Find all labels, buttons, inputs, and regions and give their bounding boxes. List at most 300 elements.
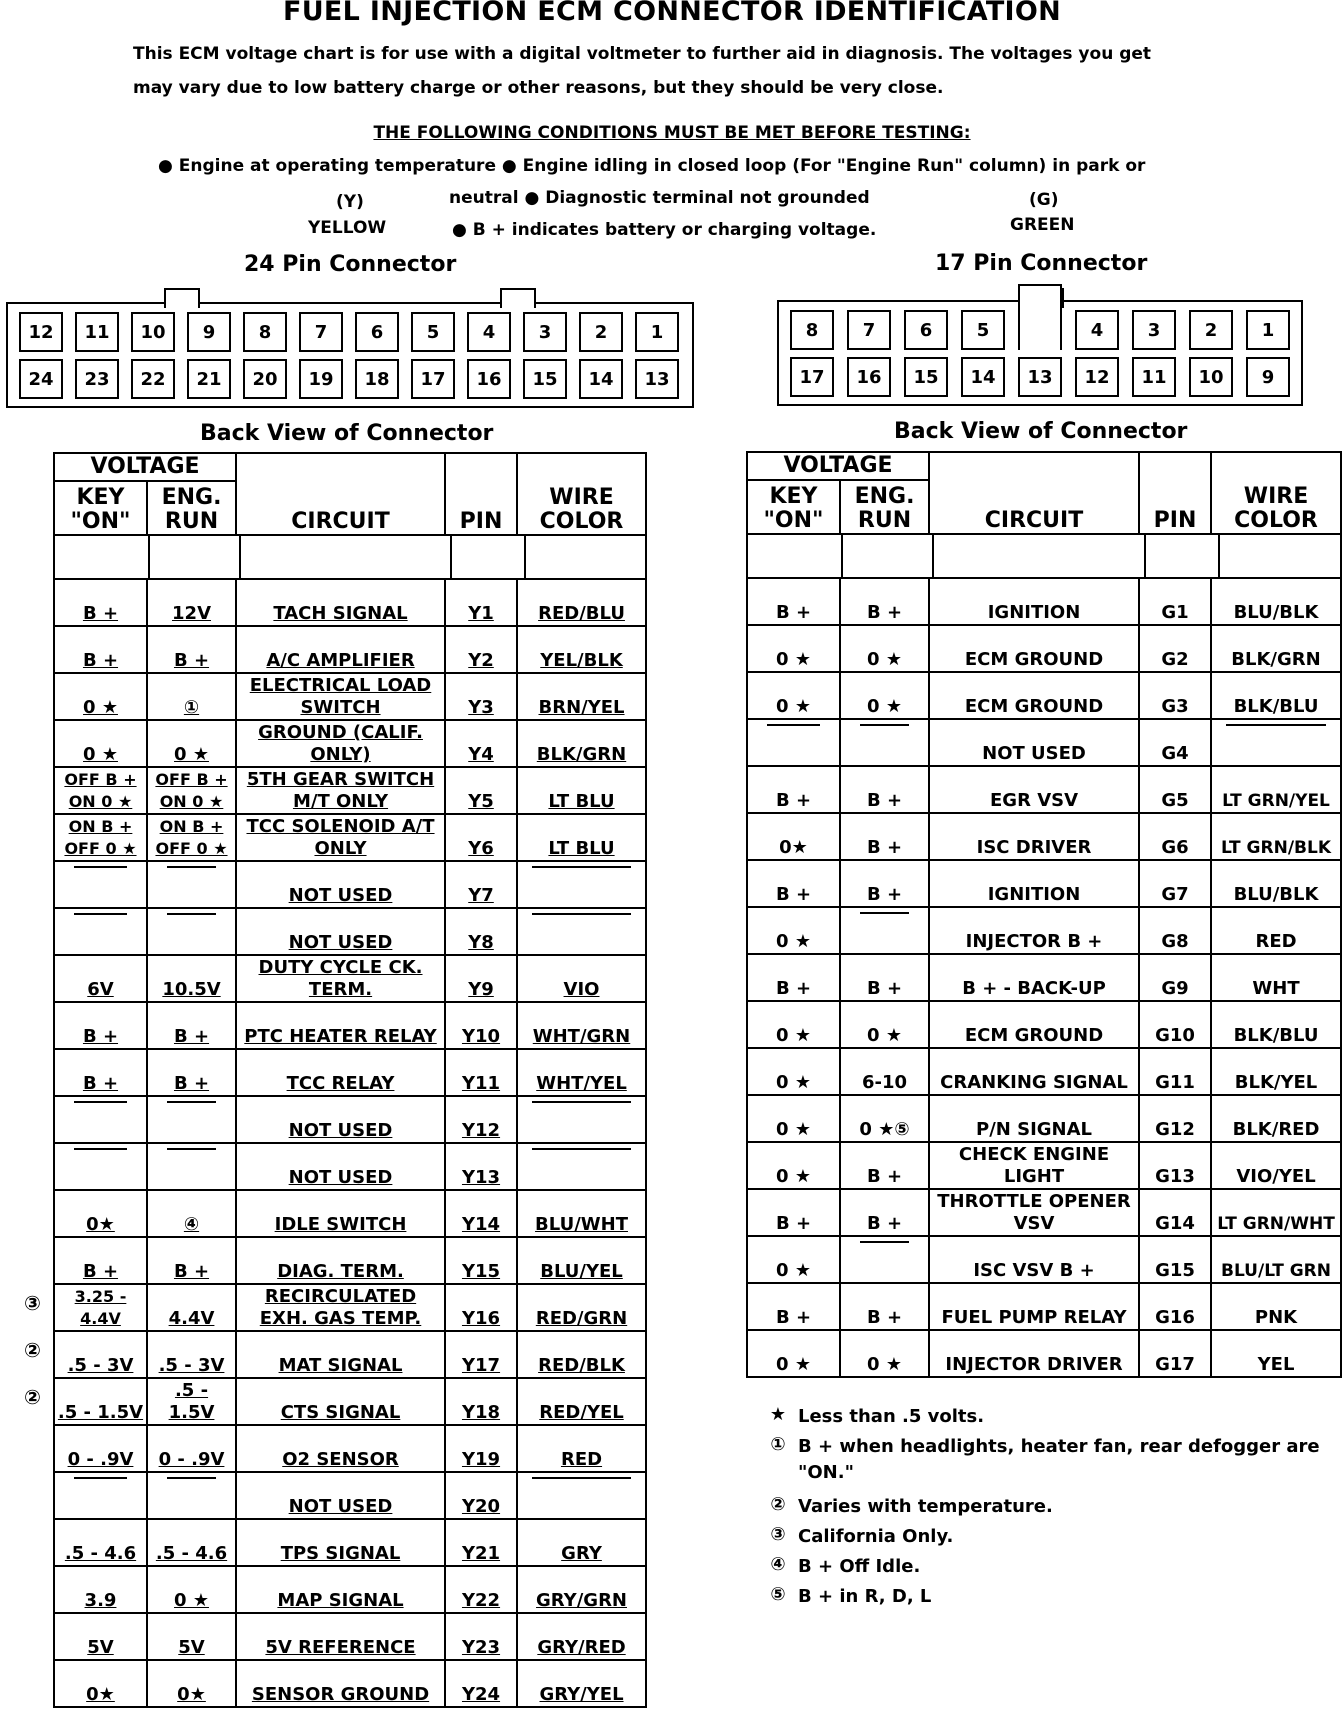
legend-item bbox=[758, 1584, 1338, 1614]
wire-value: LT BLU bbox=[548, 791, 615, 812]
run-cell bbox=[147, 1190, 236, 1237]
wire-value: BLU/YEL bbox=[540, 1261, 623, 1282]
circuit-value: RECIRCULATED EXH. GAS TEMP. bbox=[259, 1286, 422, 1329]
key-cell bbox=[54, 767, 147, 814]
wire-value: WHT/GRN bbox=[532, 1026, 631, 1047]
pin-value: G16 bbox=[1155, 1307, 1195, 1328]
green-code: (G) bbox=[1029, 190, 1059, 210]
key-cell bbox=[54, 626, 147, 673]
connector-pin: 15 bbox=[523, 359, 567, 399]
legend-symbol: ⑤ bbox=[770, 1584, 786, 1605]
run-value: 0 ★⑤ bbox=[859, 1119, 910, 1140]
run-cell bbox=[147, 673, 236, 720]
run-value: 0 ★ bbox=[867, 1354, 902, 1375]
legend-symbol: ④ bbox=[770, 1554, 786, 1575]
wire-value: PNK bbox=[1254, 1307, 1298, 1328]
circuit-cell bbox=[929, 1001, 1139, 1048]
key-cell bbox=[54, 673, 147, 720]
wire-value: BLK/BLU bbox=[1233, 1025, 1319, 1046]
key-value: 3.9 bbox=[84, 1590, 117, 1611]
key-value: B + bbox=[82, 603, 119, 624]
circuit-value: CHECK ENGINE LIGHT bbox=[958, 1144, 1110, 1187]
table-row bbox=[747, 954, 1341, 1001]
row-footnote-marker: ② bbox=[24, 1338, 41, 1362]
key-cell bbox=[54, 908, 147, 955]
pin-value: Y20 bbox=[461, 1496, 501, 1517]
circuit-value: TPS SIGNAL bbox=[280, 1543, 401, 1564]
key-value: B + bbox=[775, 790, 812, 811]
connector-pin: 10 bbox=[131, 312, 175, 352]
not-used-dash bbox=[532, 913, 630, 915]
connector-pin: 4 bbox=[1075, 310, 1119, 350]
pin-cell bbox=[1139, 1142, 1211, 1189]
circuit-cell bbox=[929, 578, 1139, 625]
circuit-value: P/N SIGNAL bbox=[976, 1119, 1093, 1140]
pin-cell bbox=[1139, 1095, 1211, 1142]
pin-value: Y4 bbox=[468, 744, 494, 765]
yellow-label: YELLOW bbox=[308, 218, 387, 238]
pin-value: Y14 bbox=[461, 1214, 501, 1235]
run-cell bbox=[147, 1002, 236, 1049]
circuit-cell bbox=[929, 813, 1139, 860]
wire-cell bbox=[517, 767, 646, 814]
pin-value: Y7 bbox=[468, 885, 494, 906]
legend-item bbox=[758, 1404, 1338, 1434]
pin-cell bbox=[445, 955, 517, 1002]
run-value: 0★ bbox=[177, 1684, 206, 1705]
run-value: ON B + OFF 0 ★ bbox=[155, 817, 228, 858]
run-cell bbox=[147, 720, 236, 767]
pin-cell bbox=[445, 1049, 517, 1096]
table-row bbox=[54, 626, 646, 673]
pin-cell bbox=[1139, 578, 1211, 625]
run-value: 0 ★ bbox=[867, 696, 902, 717]
condition-line-3: ● B + indicates battery or charging voltage. bbox=[452, 220, 877, 240]
run-value: 4.4V bbox=[168, 1308, 215, 1329]
circuit-cell bbox=[236, 1378, 445, 1425]
run-cell bbox=[147, 579, 236, 626]
run-value: 0 ★ bbox=[867, 1025, 902, 1046]
circuit-value: NOT USED bbox=[288, 932, 393, 953]
run-value: .5 - 4.6 bbox=[155, 1543, 228, 1564]
connector-pin: 3 bbox=[523, 312, 567, 352]
pin-cell bbox=[445, 626, 517, 673]
connector-24-key-tab bbox=[500, 288, 536, 308]
run-value: B + bbox=[173, 650, 210, 671]
wire-value: BLU/BLK bbox=[1233, 884, 1319, 905]
intro-line-2: may vary due to low battery charge or other reasons, but they should be very close. bbox=[133, 78, 944, 98]
wire-cell bbox=[517, 626, 646, 673]
connector-pin: 21 bbox=[187, 359, 231, 399]
circuit-value: MAP SIGNAL bbox=[277, 1590, 404, 1611]
wire-value: WHT bbox=[1252, 978, 1300, 999]
circuit-cell bbox=[236, 908, 445, 955]
run-cell bbox=[840, 578, 929, 625]
wire-cell bbox=[1211, 1236, 1341, 1283]
wire-cell bbox=[517, 1425, 646, 1472]
pin-value: G14 bbox=[1155, 1213, 1195, 1234]
key-value: 0 ★ bbox=[83, 697, 118, 718]
run-cell bbox=[840, 1142, 929, 1189]
run-cell bbox=[840, 766, 929, 813]
not-used-dash bbox=[167, 866, 217, 868]
not-used-dash bbox=[167, 1477, 217, 1479]
run-value: 0 ★ bbox=[867, 649, 902, 670]
key-cell bbox=[54, 1425, 147, 1472]
pin-cell bbox=[445, 1002, 517, 1049]
key-cell bbox=[54, 579, 147, 626]
pin-cell bbox=[445, 1331, 517, 1378]
pin-cell bbox=[445, 1096, 517, 1143]
pin-value: G3 bbox=[1161, 696, 1189, 717]
circuit-cell bbox=[929, 1189, 1139, 1236]
run-value: B + bbox=[866, 837, 903, 858]
key-value: 0 ★ bbox=[776, 1119, 811, 1140]
run-value: B + bbox=[173, 1026, 210, 1047]
run-cell bbox=[147, 1566, 236, 1613]
key-cell bbox=[54, 1237, 147, 1284]
table-row bbox=[747, 766, 1341, 813]
wire-value: LT GRN/WHT bbox=[1217, 1214, 1335, 1234]
pin-value: Y23 bbox=[461, 1637, 501, 1658]
circuit-cell bbox=[929, 625, 1139, 672]
key-value: B + bbox=[82, 1261, 119, 1282]
pin-cell bbox=[1139, 625, 1211, 672]
pin-value: Y16 bbox=[461, 1308, 501, 1329]
wire-value: RED/BLU bbox=[538, 603, 625, 624]
not-used-dash bbox=[74, 913, 126, 915]
wire-cell bbox=[517, 1143, 646, 1190]
pin-value: Y21 bbox=[461, 1543, 501, 1564]
run-value: 12V bbox=[172, 603, 211, 624]
wire-cell bbox=[1211, 1330, 1341, 1377]
wire-cell bbox=[1211, 954, 1341, 1001]
circuit-value: MAT SIGNAL bbox=[278, 1355, 403, 1376]
key-value: B + bbox=[775, 978, 812, 999]
page-title: FUEL INJECTION ECM CONNECTOR IDENTIFICATION bbox=[282, 0, 1062, 27]
circuit-value: 5V REFERENCE bbox=[265, 1637, 416, 1658]
pin-header: PIN bbox=[1139, 452, 1211, 534]
pin-value: G9 bbox=[1161, 978, 1189, 999]
key-cell bbox=[54, 1331, 147, 1378]
wire-value: BLK/GRN bbox=[536, 744, 627, 765]
run-cell bbox=[147, 1237, 236, 1284]
circuit-cell bbox=[929, 672, 1139, 719]
key-value: .5 - 4.6 bbox=[64, 1543, 137, 1564]
run-cell bbox=[147, 1660, 236, 1707]
run-value: B + bbox=[866, 1213, 903, 1234]
run-cell bbox=[147, 1378, 236, 1425]
pin-value: G4 bbox=[1161, 743, 1189, 764]
wire-value: VIO/YEL bbox=[1236, 1166, 1316, 1187]
circuit-value: 5TH GEAR SWITCH M/T ONLY bbox=[246, 769, 435, 812]
table-row bbox=[54, 1519, 646, 1566]
wire-value: GRY/RED bbox=[537, 1637, 626, 1658]
run-cell bbox=[147, 1096, 236, 1143]
pin-value: Y13 bbox=[461, 1167, 501, 1188]
condition-line-1: ● Engine at operating temperature ● Engine idling in closed loop (For "Engine Run" column) in park or bbox=[158, 156, 1146, 176]
connector-pin: 6 bbox=[355, 312, 399, 352]
circuit-cell bbox=[236, 955, 445, 1002]
header-spacer bbox=[747, 534, 1341, 578]
run-value: 0 - .9V bbox=[158, 1449, 225, 1470]
key-cell bbox=[54, 1519, 147, 1566]
table-row bbox=[747, 813, 1341, 860]
pin-value: Y19 bbox=[461, 1449, 501, 1470]
wire-color-header: WIRE COLOR bbox=[1211, 452, 1341, 534]
key-cell bbox=[747, 625, 840, 672]
pin-value: G6 bbox=[1161, 837, 1189, 858]
table-row bbox=[54, 1143, 646, 1190]
pin-value: Y11 bbox=[461, 1073, 501, 1094]
table-row bbox=[54, 1613, 646, 1660]
table-row bbox=[54, 955, 646, 1002]
circuit-value: CRANKING SIGNAL bbox=[940, 1072, 1128, 1093]
key-cell bbox=[54, 814, 147, 861]
pin-value: Y3 bbox=[468, 697, 494, 718]
connector-pin: 13 bbox=[635, 359, 679, 399]
key-cell bbox=[54, 1002, 147, 1049]
table-row bbox=[54, 1096, 646, 1143]
circuit-cell bbox=[236, 1331, 445, 1378]
pin-cell bbox=[445, 1237, 517, 1284]
run-value: 0 ★ bbox=[174, 744, 209, 765]
circuit-value: CTS SIGNAL bbox=[280, 1402, 401, 1423]
run-value: ① bbox=[183, 697, 200, 718]
table-row bbox=[747, 719, 1341, 766]
run-cell bbox=[147, 1049, 236, 1096]
wire-value: BLU/WHT bbox=[535, 1214, 628, 1235]
legend-item bbox=[758, 1554, 1338, 1584]
run-cell bbox=[147, 1143, 236, 1190]
circuit-value: IDLE SWITCH bbox=[274, 1214, 407, 1235]
table-row bbox=[54, 579, 646, 626]
legend-symbol: ③ bbox=[770, 1524, 786, 1545]
pin-cell bbox=[445, 1613, 517, 1660]
pin-value: Y24 bbox=[461, 1684, 501, 1705]
circuit-cell bbox=[236, 1660, 445, 1707]
key-cell bbox=[747, 672, 840, 719]
legend-symbol: ★ bbox=[769, 1404, 787, 1425]
connector-pin: 7 bbox=[847, 310, 891, 350]
circuit-cell bbox=[929, 860, 1139, 907]
pin-value: G17 bbox=[1155, 1354, 1195, 1375]
circuit-cell bbox=[236, 1096, 445, 1143]
connector-pin: 9 bbox=[1246, 357, 1290, 397]
circuit-value: EGR VSV bbox=[990, 790, 1079, 811]
key-cell bbox=[747, 719, 840, 766]
wire-cell bbox=[517, 1331, 646, 1378]
circuit-value: IGNITION bbox=[987, 884, 1081, 905]
key-cell bbox=[54, 1613, 147, 1660]
pin-value: G12 bbox=[1155, 1119, 1195, 1140]
not-used-dash bbox=[532, 1477, 630, 1479]
legend-item bbox=[758, 1524, 1338, 1554]
pin-cell bbox=[445, 1378, 517, 1425]
table-row bbox=[747, 1095, 1341, 1142]
wire-cell bbox=[517, 579, 646, 626]
not-used-dash bbox=[860, 912, 910, 914]
not-used-dash bbox=[167, 913, 217, 915]
circuit-value: ELECTRICAL LOAD SWITCH bbox=[249, 675, 432, 718]
key-cell bbox=[54, 1378, 147, 1425]
table-row bbox=[747, 907, 1341, 954]
circuit-value: FUEL PUMP RELAY bbox=[941, 1307, 1127, 1328]
circuit-cell bbox=[236, 1190, 445, 1237]
wire-cell bbox=[1211, 1048, 1341, 1095]
legend-text: California Only. bbox=[798, 1526, 954, 1547]
key-cell bbox=[54, 1660, 147, 1707]
legend-text: Less than .5 volts. bbox=[798, 1406, 985, 1427]
circuit-value: NOT USED bbox=[288, 1167, 393, 1188]
connector-pin: 14 bbox=[961, 357, 1005, 397]
pin-cell bbox=[445, 579, 517, 626]
pin-value: Y2 bbox=[468, 650, 494, 671]
pin-cell bbox=[1139, 1236, 1211, 1283]
table-row bbox=[747, 1330, 1341, 1377]
pin-cell bbox=[445, 1566, 517, 1613]
key-cell bbox=[54, 861, 147, 908]
pin-value: Y18 bbox=[461, 1402, 501, 1423]
connector-pin: 5 bbox=[961, 310, 1005, 350]
circuit-cell bbox=[236, 1049, 445, 1096]
circuit-header: CIRCUIT bbox=[236, 453, 445, 535]
pin-value: Y12 bbox=[461, 1120, 501, 1141]
circuit-value: ECM GROUND bbox=[964, 696, 1104, 717]
run-cell bbox=[840, 813, 929, 860]
circuit-value: INJECTOR DRIVER bbox=[945, 1354, 1123, 1375]
pin-cell bbox=[1139, 1001, 1211, 1048]
legend-symbol: ① bbox=[770, 1434, 786, 1455]
key-value: 0 ★ bbox=[776, 1072, 811, 1093]
wire-cell bbox=[517, 861, 646, 908]
run-value: ④ bbox=[183, 1214, 200, 1235]
key-value: B + bbox=[775, 602, 812, 623]
run-cell bbox=[840, 719, 929, 766]
key-value: OFF B + ON 0 ★ bbox=[64, 770, 137, 811]
pin-cell bbox=[445, 1660, 517, 1707]
ecm-table-24-pin bbox=[53, 452, 647, 1708]
wire-cell bbox=[517, 1002, 646, 1049]
key-cell bbox=[747, 1095, 840, 1142]
table-row bbox=[54, 1660, 646, 1707]
table-row bbox=[747, 1142, 1341, 1189]
pin-cell bbox=[1139, 672, 1211, 719]
pin-value: Y6 bbox=[468, 838, 494, 859]
wire-cell bbox=[517, 1660, 646, 1707]
circuit-value: ECM GROUND bbox=[964, 1025, 1104, 1046]
circuit-value: DUTY CYCLE CK. TERM. bbox=[258, 957, 423, 1000]
run-value: B + bbox=[866, 1307, 903, 1328]
connector-pin: 10 bbox=[1189, 357, 1233, 397]
key-value: 0 - .9V bbox=[67, 1449, 134, 1470]
key-value: 0 ★ bbox=[776, 696, 811, 717]
key-cell bbox=[54, 1472, 147, 1519]
key-cell bbox=[747, 1001, 840, 1048]
table-row bbox=[747, 578, 1341, 625]
circuit-cell bbox=[236, 861, 445, 908]
key-value: 0★ bbox=[779, 837, 808, 858]
wire-value: WHT/YEL bbox=[536, 1073, 627, 1094]
table-row bbox=[54, 1284, 646, 1331]
circuit-value: TCC SOLENOID A/T ONLY bbox=[246, 816, 435, 859]
table-row bbox=[54, 1378, 646, 1425]
not-used-dash bbox=[74, 1101, 126, 1103]
run-cell bbox=[840, 1283, 929, 1330]
pin-cell bbox=[1139, 766, 1211, 813]
eng-run-header: ENG. RUN bbox=[840, 480, 929, 534]
key-value: B + bbox=[82, 650, 119, 671]
connector-pin: 23 bbox=[75, 359, 119, 399]
wire-value: LT GRN/BLK bbox=[1221, 838, 1331, 858]
legend-text: B + Off Idle. bbox=[798, 1556, 921, 1577]
circuit-value: DIAG. TERM. bbox=[277, 1261, 404, 1282]
not-used-dash bbox=[767, 724, 819, 726]
run-cell bbox=[840, 860, 929, 907]
legend-item bbox=[758, 1494, 1338, 1524]
table-row bbox=[54, 1190, 646, 1237]
not-used-dash bbox=[74, 1477, 126, 1479]
wire-cell bbox=[1211, 672, 1341, 719]
circuit-cell bbox=[929, 907, 1139, 954]
pin-cell bbox=[445, 1143, 517, 1190]
wire-cell bbox=[1211, 766, 1341, 813]
key-cell bbox=[54, 1143, 147, 1190]
circuit-cell bbox=[236, 1237, 445, 1284]
eng-run-header: ENG. RUN bbox=[147, 481, 236, 535]
connector-24-key-tab bbox=[164, 288, 200, 308]
run-value: 6-10 bbox=[861, 1072, 908, 1093]
wire-cell bbox=[517, 1472, 646, 1519]
legend-item bbox=[758, 1434, 1338, 1494]
run-cell bbox=[147, 908, 236, 955]
circuit-cell bbox=[236, 626, 445, 673]
wire-value: RED bbox=[1255, 931, 1297, 952]
connector-pin: 14 bbox=[579, 359, 623, 399]
run-value: B + bbox=[173, 1261, 210, 1282]
run-value: B + bbox=[866, 1166, 903, 1187]
run-cell bbox=[147, 1331, 236, 1378]
wire-value: BLU/LT GRN bbox=[1221, 1261, 1332, 1281]
circuit-value: THROTTLE OPENER VSV bbox=[937, 1191, 1131, 1234]
wire-cell bbox=[517, 1049, 646, 1096]
pin-value: G10 bbox=[1155, 1025, 1195, 1046]
pin-header: PIN bbox=[445, 453, 517, 535]
circuit-cell bbox=[236, 1613, 445, 1660]
green-label: GREEN bbox=[1010, 215, 1075, 235]
wire-value: BLK/BLU bbox=[1233, 696, 1319, 717]
connector-pin: 15 bbox=[904, 357, 948, 397]
pin-value: G13 bbox=[1155, 1166, 1195, 1187]
pin-value: Y9 bbox=[468, 979, 494, 1000]
not-used-dash bbox=[167, 1148, 217, 1150]
legend-text: Varies with temperature. bbox=[798, 1496, 1053, 1517]
row-footnote-marker: ② bbox=[24, 1385, 41, 1409]
circuit-cell bbox=[236, 1143, 445, 1190]
run-cell bbox=[840, 672, 929, 719]
table-row bbox=[747, 625, 1341, 672]
circuit-value: NOT USED bbox=[288, 885, 393, 906]
table-row bbox=[54, 673, 646, 720]
circuit-cell bbox=[236, 814, 445, 861]
pin-cell bbox=[445, 767, 517, 814]
key-value: 0 ★ bbox=[776, 1354, 811, 1375]
not-used-dash bbox=[74, 1148, 126, 1150]
connector-pin: 16 bbox=[467, 359, 511, 399]
key-cell bbox=[54, 1049, 147, 1096]
pin-value: Y17 bbox=[461, 1355, 501, 1376]
table-row bbox=[747, 1283, 1341, 1330]
